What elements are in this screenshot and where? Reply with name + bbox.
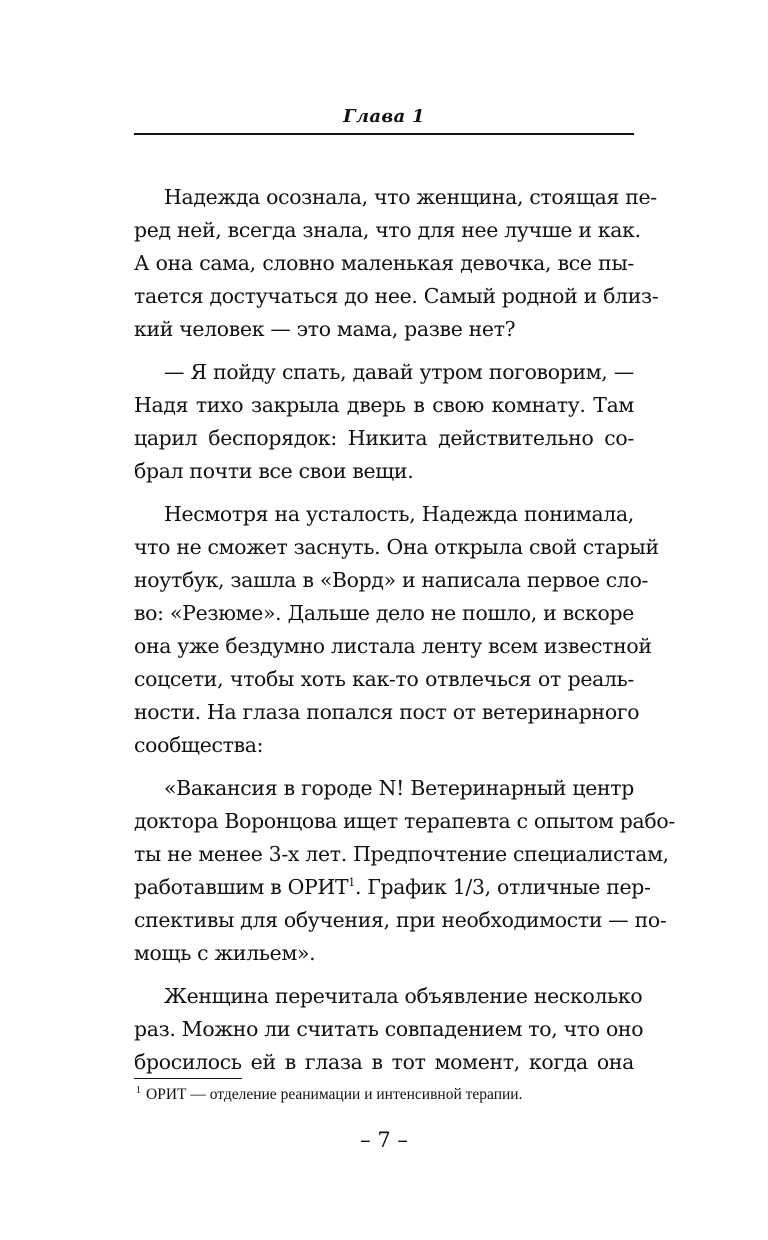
footnote-text: ОРИТ — отделение реанимации и интенсивной терапии. (146, 1086, 523, 1103)
text-line: ноутбук, зашла в «Ворд» и написала первое сло- (134, 568, 649, 592)
text-line: что не сможет заснуть. Она открыла свой старый (134, 535, 659, 559)
footnote-reference[interactable]: 1 (348, 876, 355, 890)
text-line: брал почти все свои вещи. (134, 459, 414, 483)
text-fragment: работавшим в ОРИТ (134, 875, 349, 899)
text-line: мощь с жильем». (134, 941, 316, 965)
footnote-number: 1 (136, 1084, 141, 1096)
header-rule (134, 133, 634, 135)
footnote (134, 1085, 634, 1105)
paragraph-3 (134, 498, 659, 762)
text-fragment: . График 1/3, отличные пер- (354, 875, 651, 899)
text-line: кий человек — это мама, разве нет? (134, 317, 516, 341)
body-text (134, 181, 675, 1079)
paragraph-5 (134, 980, 644, 1079)
text-line: ты не менее 3-х лет. Предпочтение специалистам, (134, 842, 669, 866)
text-line: сообщества: (134, 733, 264, 757)
text-line: раз. Можно ли считать совпадением то, что оно (134, 1017, 644, 1041)
running-head: Глава 1 (343, 106, 425, 127)
paragraph-2 (134, 356, 634, 488)
text-line: соцсети, чтобы хоть как-то отвлечься от реаль- (134, 667, 634, 691)
text-line: Несмотря на усталость, Надежда понимала, (164, 502, 634, 526)
text-line: ред ней, всегда знала, что для нее лучше и как. (134, 218, 641, 242)
text-line: доктора Воронцова ищет терапевта с опытом рабо- (134, 809, 675, 833)
text-line: Надя тихо закрыла дверь в свою комнату. Там (134, 393, 634, 417)
text-line: Женщина перечитала объявление несколько (164, 984, 643, 1008)
text-line: ности. На глаза попался пост от ветеринарного (134, 700, 640, 724)
page-number: – 7 – (360, 1128, 408, 1152)
text-line: она уже бездумно листала ленту всем известной (134, 634, 652, 658)
paragraph-4-quote (134, 772, 675, 970)
text-line: тается достучаться до нее. Самый родной и близ- (134, 284, 659, 308)
text-line: — Я пойду спать, давай утром поговорим, — (164, 360, 634, 384)
text-line: «Вакансия в городе N! Ветеринарный центр (164, 776, 634, 800)
text-line: Надежда осознала, что женщина, стоящая пе- (164, 185, 657, 209)
text-line-with-footnote (134, 871, 651, 904)
text-line: царил беспорядок: Никита действительно со- (134, 426, 634, 450)
text-line: бросилось ей в глаза в тот момент, когда она (134, 1050, 634, 1074)
text-line: А она сама, словно маленькая девочка, все пы- (134, 251, 634, 275)
paragraph-1 (134, 181, 659, 346)
text-line: во: «Резюме». Дальше дело не пошло, и вскоре (134, 601, 634, 625)
footnote-rule (134, 1078, 242, 1079)
text-line: спективы для обучения, при необходимости — по- (134, 908, 667, 932)
